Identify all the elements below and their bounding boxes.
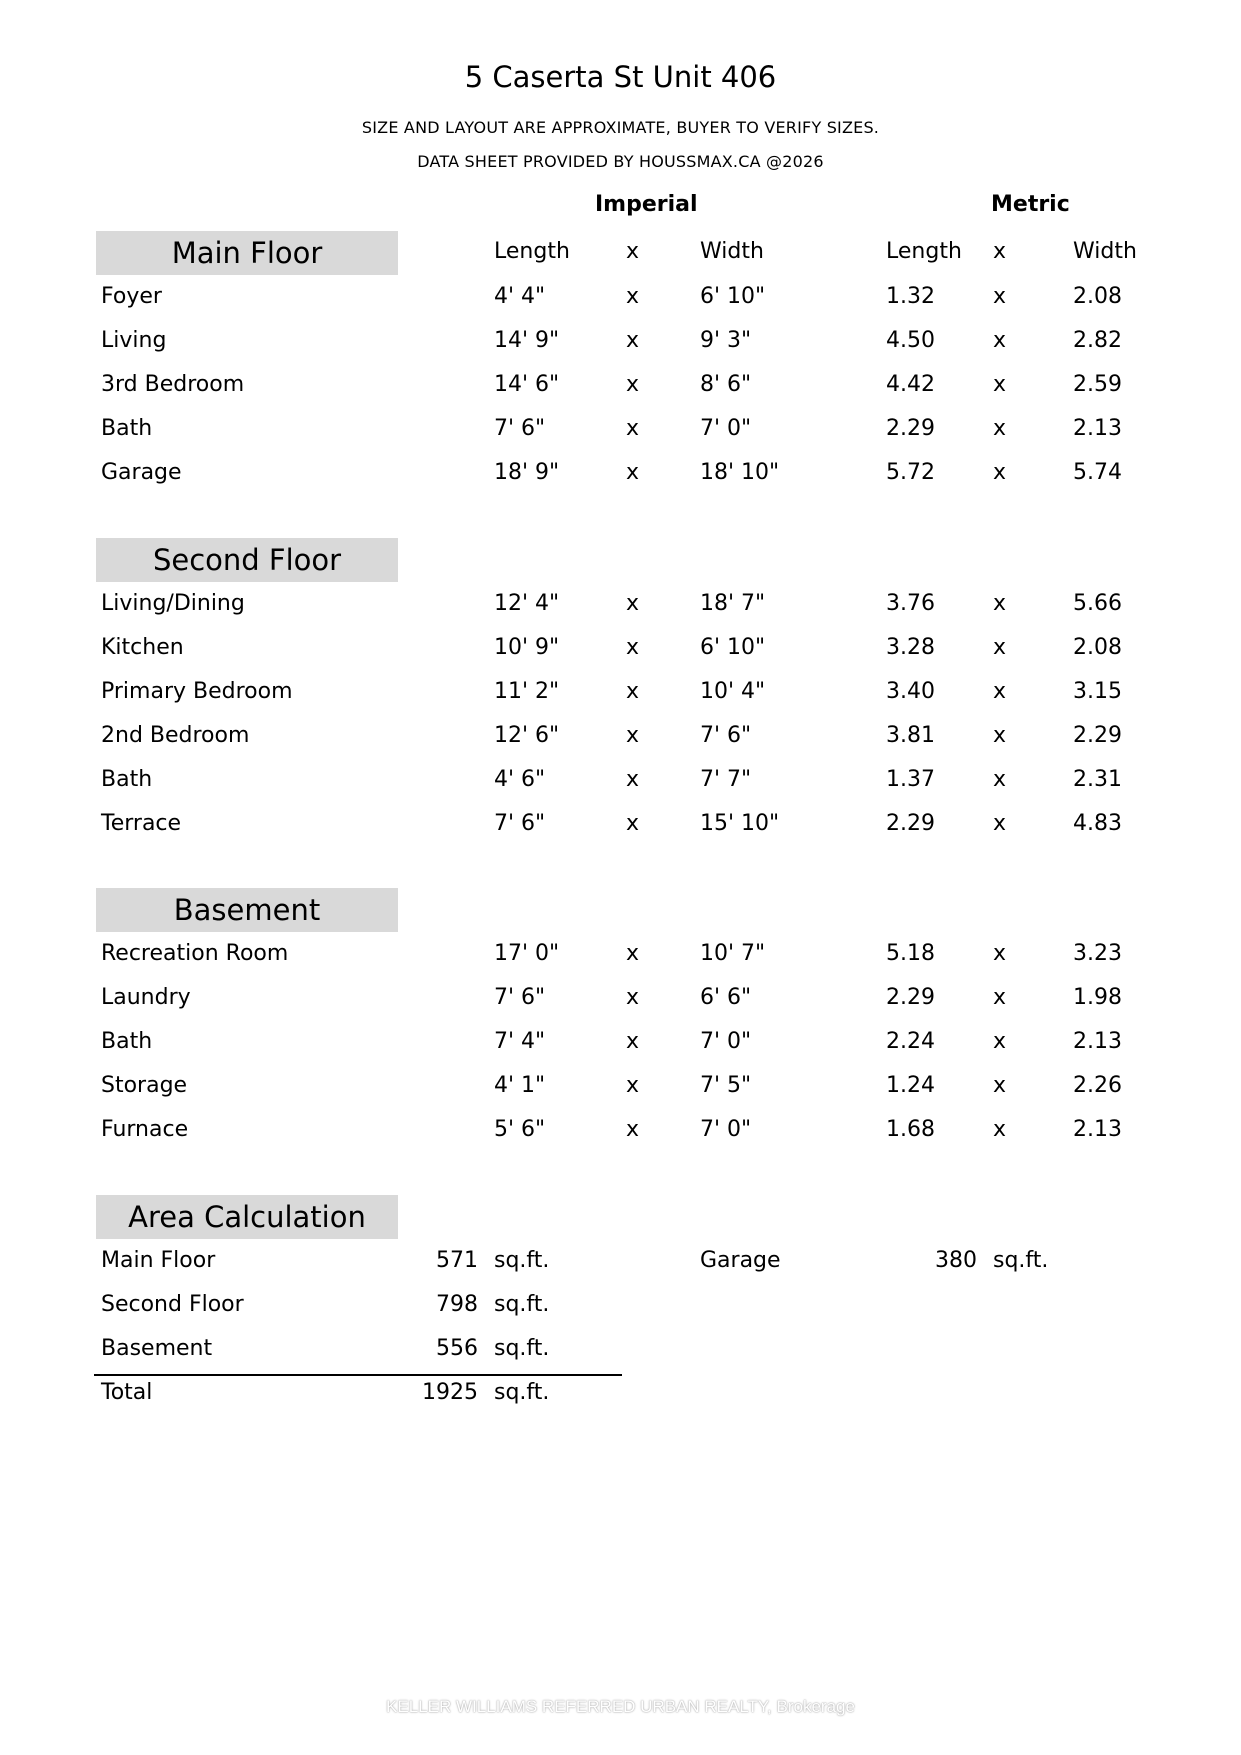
metric-width-header: Width (1073, 239, 1137, 264)
metric-length: 1.68 (886, 1117, 935, 1142)
times-sign: x (626, 372, 640, 397)
imperial-width: 7' 7" (700, 767, 752, 792)
metric-length: 5.72 (886, 460, 935, 485)
metric-header: Metric (991, 192, 1070, 217)
area-value: 798 (436, 1292, 478, 1317)
area-row (0, 1336, 1241, 1366)
room-name: Bath (101, 416, 153, 441)
imperial-width: 10' 4" (700, 679, 766, 704)
times-sign: x (626, 460, 640, 485)
imperial-length: 4' 6" (494, 767, 546, 792)
imperial-width: 7' 5" (700, 1073, 752, 1098)
room-row (0, 941, 1241, 971)
room-name: Storage (101, 1073, 188, 1098)
imperial-width: 18' 10" (700, 460, 780, 485)
imperial-width: 15' 10" (700, 811, 780, 836)
section-header-area-calculation: Area Calculation (96, 1195, 398, 1239)
metric-length: 1.32 (886, 284, 935, 309)
imperial-length: 7' 6" (494, 416, 546, 441)
times-sign: x (626, 591, 640, 616)
room-name: Garage (101, 460, 182, 485)
room-row (0, 985, 1241, 1015)
metric-width: 5.74 (1073, 460, 1122, 485)
imperial-header: Imperial (595, 192, 698, 217)
room-row (0, 460, 1241, 490)
room-row (0, 635, 1241, 665)
times-sign: x (993, 1073, 1007, 1098)
room-row (0, 416, 1241, 446)
room-name: Primary Bedroom (101, 679, 293, 704)
room-name: Terrace (101, 811, 182, 836)
times-sign: x (626, 767, 640, 792)
section-header-main-floor: Main Floor (96, 231, 398, 275)
times-sign: x (993, 635, 1007, 660)
imperial-length: 7' 6" (494, 811, 546, 836)
imperial-width: 9' 3" (700, 328, 752, 353)
column-header-row (0, 239, 1241, 269)
room-name: Foyer (101, 284, 162, 309)
imperial-width: 8' 6" (700, 372, 752, 397)
area-unit: sq.ft. (494, 1336, 550, 1361)
times-sign: x (993, 723, 1007, 748)
imperial-width: 6' 10" (700, 635, 766, 660)
metric-width: 3.15 (1073, 679, 1122, 704)
times-sign: x (993, 328, 1007, 353)
imperial-width: 7' 0" (700, 1117, 752, 1142)
metric-length: 3.40 (886, 679, 935, 704)
area-unit: sq.ft. (494, 1248, 550, 1273)
room-name: Bath (101, 1029, 153, 1054)
imperial-length: 12' 6" (494, 723, 560, 748)
times-sign: x (993, 1029, 1007, 1054)
metric-length: 4.42 (886, 372, 935, 397)
times-sign: x (626, 679, 640, 704)
garage-label: Garage (700, 1248, 781, 1273)
times-sign: x (993, 767, 1007, 792)
imperial-width: 7' 0" (700, 416, 752, 441)
times-sign: x (626, 723, 640, 748)
times-sign: x (626, 284, 640, 309)
room-row (0, 1117, 1241, 1147)
times-sign: x (626, 328, 640, 353)
imperial-length: 17' 0" (494, 941, 560, 966)
times-sign: x (993, 591, 1007, 616)
metric-width: 2.29 (1073, 723, 1122, 748)
brokerage-footer: KELLER WILLIAMS REFERRED URBAN REALTY, Brokerage (386, 1697, 855, 1716)
area-value: 556 (436, 1336, 478, 1361)
room-row (0, 284, 1241, 314)
metric-length: 2.29 (886, 811, 935, 836)
area-total-row (0, 1380, 1241, 1410)
imperial-width: 6' 6" (700, 985, 752, 1010)
imperial-length: 4' 4" (494, 284, 546, 309)
room-name: Bath (101, 767, 153, 792)
metric-width: 2.82 (1073, 328, 1122, 353)
imperial-length: 5' 6" (494, 1117, 546, 1142)
imperial-length: 10' 9" (494, 635, 560, 660)
metric-length: 2.29 (886, 416, 935, 441)
room-row (0, 767, 1241, 797)
room-name: 2nd Bedroom (101, 723, 250, 748)
times-sign: x (993, 811, 1007, 836)
metric-length: 3.28 (886, 635, 935, 660)
imperial-x-header: x (626, 239, 640, 264)
metric-length: 1.24 (886, 1073, 935, 1098)
times-sign: x (993, 941, 1007, 966)
metric-width: 4.83 (1073, 811, 1122, 836)
imperial-length: 12' 4" (494, 591, 560, 616)
imperial-width: 6' 10" (700, 284, 766, 309)
area-label: Second Floor (101, 1292, 244, 1317)
section-header-second-floor: Second Floor (96, 538, 398, 582)
metric-width: 2.08 (1073, 635, 1122, 660)
area-row (0, 1248, 1241, 1278)
garage-value: 380 (935, 1248, 977, 1273)
total-unit: sq.ft. (494, 1380, 550, 1405)
metric-width: 2.31 (1073, 767, 1122, 792)
times-sign: x (993, 1117, 1007, 1142)
room-name: Kitchen (101, 635, 184, 660)
imperial-width: 7' 6" (700, 723, 752, 748)
times-sign: x (626, 416, 640, 441)
metric-width: 3.23 (1073, 941, 1122, 966)
room-row (0, 679, 1241, 709)
times-sign: x (626, 811, 640, 836)
room-row (0, 811, 1241, 841)
room-name: Furnace (101, 1117, 189, 1142)
imperial-length: 7' 4" (494, 1029, 546, 1054)
room-name: Laundry (101, 985, 191, 1010)
metric-width: 5.66 (1073, 591, 1122, 616)
imperial-length: 14' 9" (494, 328, 560, 353)
times-sign: x (626, 1117, 640, 1142)
metric-length-header: Length (886, 239, 962, 264)
imperial-width-header: Width (700, 239, 764, 264)
room-row (0, 1029, 1241, 1059)
imperial-length-header: Length (494, 239, 570, 264)
imperial-width: 10' 7" (700, 941, 766, 966)
room-name: Living/Dining (101, 591, 245, 616)
section-header-basement: Basement (96, 888, 398, 932)
garage-unit: sq.ft. (993, 1248, 1049, 1273)
times-sign: x (993, 372, 1007, 397)
metric-length: 2.24 (886, 1029, 935, 1054)
area-row (0, 1292, 1241, 1322)
metric-length: 4.50 (886, 328, 935, 353)
imperial-length: 18' 9" (494, 460, 560, 485)
room-row (0, 723, 1241, 753)
times-sign: x (993, 284, 1007, 309)
imperial-width: 18' 7" (700, 591, 766, 616)
times-sign: x (626, 635, 640, 660)
area-value: 571 (436, 1248, 478, 1273)
times-sign: x (626, 1073, 640, 1098)
metric-length: 1.37 (886, 767, 935, 792)
metric-width: 2.13 (1073, 1117, 1122, 1142)
metric-width: 2.26 (1073, 1073, 1122, 1098)
metric-width: 2.08 (1073, 284, 1122, 309)
page-title: 5 Caserta St Unit 406 (464, 60, 777, 94)
room-name: Living (101, 328, 167, 353)
imperial-length: 14' 6" (494, 372, 560, 397)
disclaimer-note: SIZE AND LAYOUT ARE APPROXIMATE, BUYER TO VERIFY SIZES. (361, 118, 880, 137)
metric-width: 2.13 (1073, 416, 1122, 441)
metric-length: 5.18 (886, 941, 935, 966)
metric-length: 2.29 (886, 985, 935, 1010)
times-sign: x (626, 941, 640, 966)
area-label: Main Floor (101, 1248, 216, 1273)
times-sign: x (993, 460, 1007, 485)
imperial-length: 11' 2" (494, 679, 560, 704)
total-divider (94, 1374, 622, 1376)
metric-length: 3.81 (886, 723, 935, 748)
provider-note: DATA SHEET PROVIDED BY HOUSSMAX.CA @2026 (417, 152, 824, 171)
times-sign: x (993, 416, 1007, 441)
metric-length: 3.76 (886, 591, 935, 616)
room-row (0, 328, 1241, 358)
times-sign: x (993, 985, 1007, 1010)
area-label: Basement (101, 1336, 213, 1361)
total-label: Total (101, 1380, 153, 1405)
room-name: 3rd Bedroom (101, 372, 245, 397)
metric-x-header: x (993, 239, 1007, 264)
metric-width: 2.13 (1073, 1029, 1122, 1054)
room-row (0, 372, 1241, 402)
room-row (0, 591, 1241, 621)
imperial-length: 4' 1" (494, 1073, 546, 1098)
times-sign: x (993, 679, 1007, 704)
metric-width: 2.59 (1073, 372, 1122, 397)
imperial-length: 7' 6" (494, 985, 546, 1010)
imperial-width: 7' 0" (700, 1029, 752, 1054)
room-row (0, 1073, 1241, 1103)
total-value: 1925 (422, 1380, 478, 1405)
times-sign: x (626, 985, 640, 1010)
room-name: Recreation Room (101, 941, 289, 966)
times-sign: x (626, 1029, 640, 1054)
area-unit: sq.ft. (494, 1292, 550, 1317)
metric-width: 1.98 (1073, 985, 1122, 1010)
